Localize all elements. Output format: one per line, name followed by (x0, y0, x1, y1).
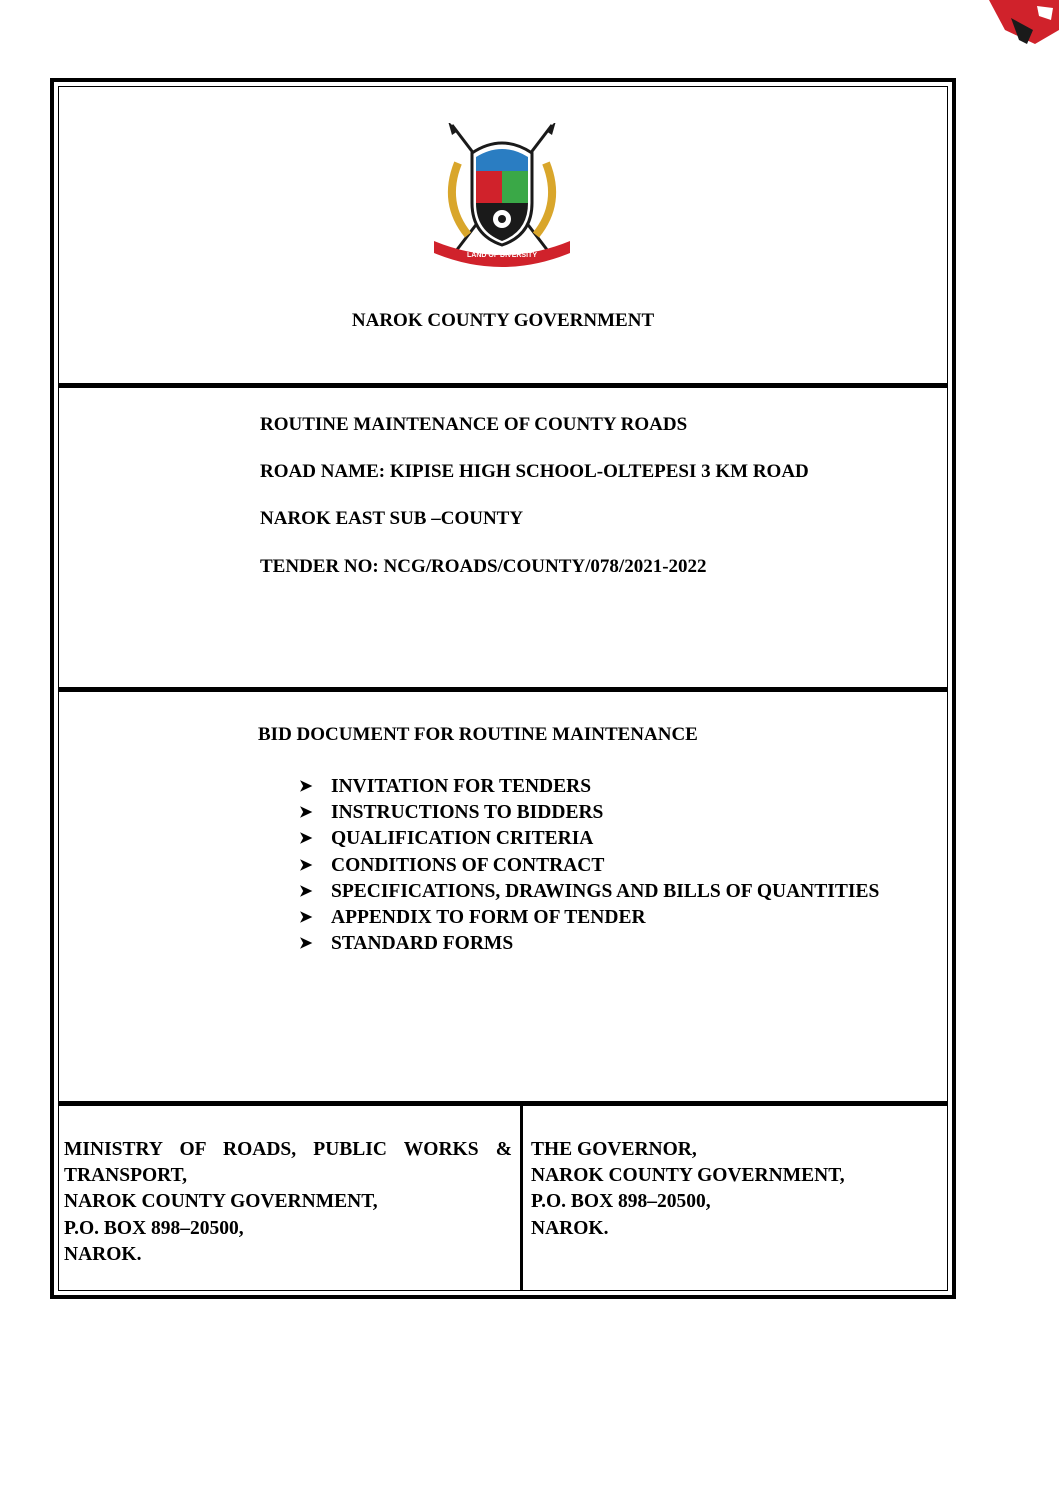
tender-number: TENDER NO: NCG/ROADS/COUNTY/078/2021-2022 (260, 556, 707, 577)
address-line: TRANSPORT, (64, 1165, 188, 1187)
road-name: ROAD NAME: KIPISE HIGH SCHOOL-OLTEPESI 3 KM ROAD (260, 461, 809, 482)
arrowhead-bullet-icon: ➤ (299, 804, 313, 822)
list-item: ➤ APPENDIX TO FORM OF TENDER (299, 905, 879, 931)
sub-county: NAROK EAST SUB –COUNTY (260, 508, 524, 529)
address-line: MINISTRY OF ROADS, PUBLIC WORKS & (64, 1139, 512, 1160)
arrowhead-bullet-icon: ➤ (299, 778, 313, 795)
list-item: ➤ CONDITIONS OF CONTRACT (299, 853, 879, 879)
list-item: ➤ STANDARD FORMS (299, 931, 879, 957)
bid-section (59, 692, 947, 1106)
address-line: NAROK COUNTY GOVERNMENT, (531, 1165, 845, 1187)
corner-stamp-icon (975, 0, 1059, 50)
governor-address (531, 1137, 951, 1242)
list-item: ➤ INSTRUCTIONS TO BIDDERS (299, 800, 879, 826)
arrowhead-bullet-icon: ➤ (299, 830, 313, 848)
project-section (59, 388, 947, 692)
header-section (59, 87, 947, 388)
county-title: NAROK COUNTY GOVERNMENT (351, 310, 655, 331)
bid-contents-list (299, 774, 879, 957)
address-line: NAROK. (64, 1243, 142, 1265)
list-item: ➤ SPECIFICATIONS, DRAWINGS AND BILLS OF QUANTITIES (299, 879, 879, 905)
arrowhead-bullet-icon: ➤ (299, 935, 313, 953)
list-item: ➤ QUALIFICATION CRITERIA (299, 826, 879, 852)
arrowhead-bullet-icon: ➤ (299, 882, 313, 900)
project-title: ROUTINE MAINTENANCE OF COUNTY ROADS (260, 414, 688, 435)
county-crest-icon (428, 123, 576, 268)
arrowhead-bullet-icon: ➤ (299, 909, 313, 927)
address-divider (520, 1106, 523, 1290)
address-line: THE GOVERNOR, (531, 1139, 697, 1160)
address-section (59, 1106, 947, 1290)
arrowhead-bullet-icon: ➤ (299, 856, 313, 874)
crest-motto: LAND OF DIVERSITY (466, 252, 538, 259)
list-item: ➤ INVITATION FOR TENDERS (299, 774, 879, 800)
address-line: P.O. BOX 898–20500, (531, 1191, 711, 1213)
address-line: NAROK. (531, 1217, 609, 1239)
ministry-address (64, 1137, 512, 1268)
address-line: P.O. BOX 898–20500, (64, 1217, 244, 1239)
document-inner-border (58, 86, 948, 1291)
address-line: NAROK COUNTY GOVERNMENT, (64, 1191, 378, 1213)
document-frame (50, 78, 956, 1299)
bid-document-title: BID DOCUMENT FOR ROUTINE MAINTENANCE (258, 724, 698, 745)
